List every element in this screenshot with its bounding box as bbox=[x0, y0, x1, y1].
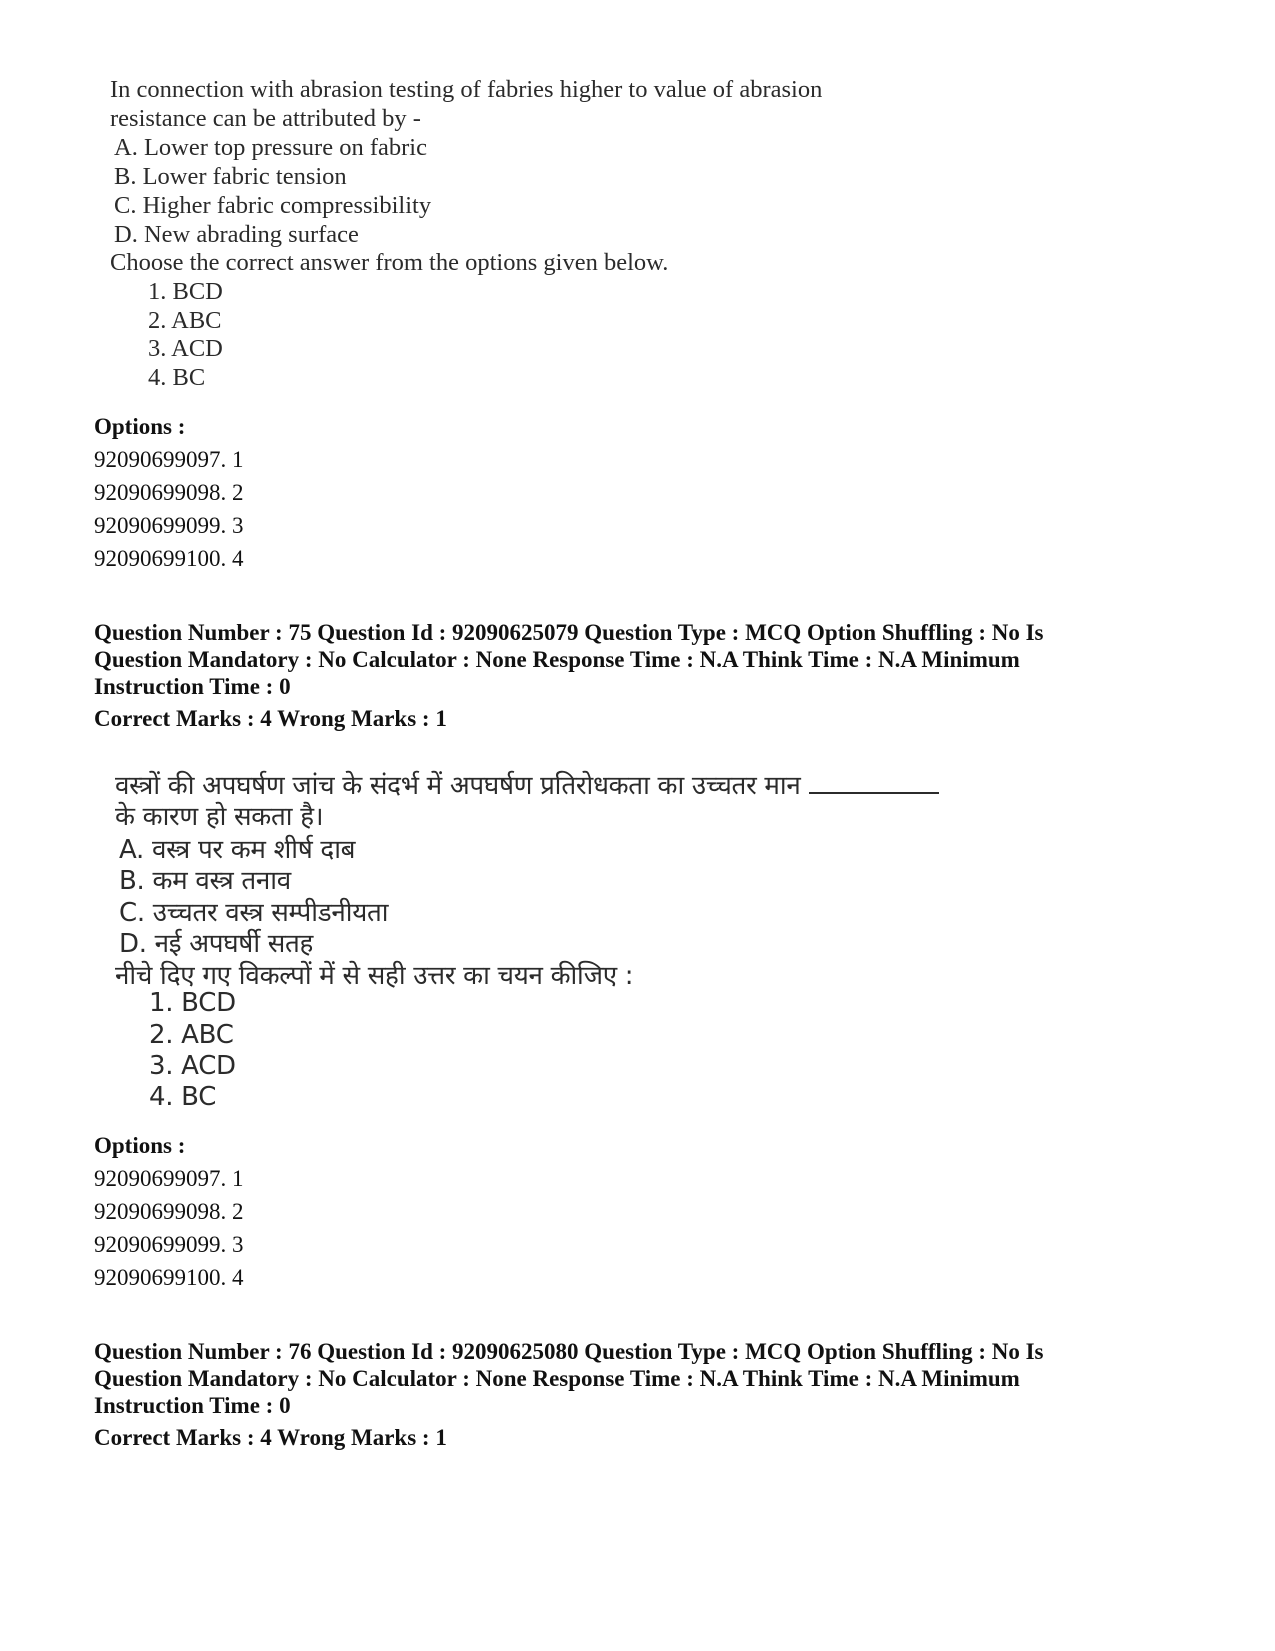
q75-item-b: B. कम वस्त्र तनाव bbox=[119, 866, 291, 896]
q75-item-c: C. उच्चतर वस्त्र सम्पीडनीयता bbox=[119, 898, 389, 928]
q74-choice-3: 3. ACD bbox=[148, 335, 223, 362]
q75-option-2: 92090699098. 2 bbox=[94, 1199, 244, 1224]
q74-choice-4: 4. BC bbox=[148, 364, 206, 391]
q74-choice-2: 2. ABC bbox=[148, 307, 222, 334]
q75-choice-2: 2. ABC bbox=[149, 1020, 234, 1050]
q76-meta-line-1: Question Number : 76 Question Id : 92090625080 Question Type : MCQ Option Shuffling : No Is bbox=[94, 1339, 1044, 1364]
question-75-image bbox=[115, 771, 1015, 1160]
q74-item-d: D. New abrading surface bbox=[114, 221, 359, 248]
q75-choice-3: 3. ACD bbox=[149, 1051, 236, 1081]
q76-meta-line-3: Instruction Time : 0 bbox=[94, 1393, 291, 1418]
answer-blank bbox=[809, 772, 939, 794]
q75-options-heading: Options : bbox=[94, 1133, 186, 1158]
q75-choice-1: 1. BCD bbox=[149, 988, 236, 1018]
q76-marks: Correct Marks : 4 Wrong Marks : 1 bbox=[94, 1425, 447, 1450]
q75-choice-4: 4. BC bbox=[149, 1082, 217, 1112]
q75-stem-line-2: के कारण हो सकता है। bbox=[115, 802, 324, 832]
q74-stem-line-2: resistance can be attributed by - bbox=[110, 105, 421, 132]
q74-instruction: Choose the correct answer from the options given below. bbox=[110, 249, 669, 276]
q75-option-4: 92090699100. 4 bbox=[94, 1265, 244, 1290]
q74-item-b: B. Lower fabric tension bbox=[114, 163, 347, 190]
q75-instruction: नीचे दिए गए विकल्पों में से सही उत्तर का चयन कीजिए : bbox=[115, 961, 634, 991]
q75-item-a: A. वस्त्र पर कम शीर्ष दाब bbox=[119, 835, 356, 865]
q75-option-1: 92090699097. 1 bbox=[94, 1166, 244, 1191]
q74-option-4: 92090699100. 4 bbox=[94, 546, 244, 571]
q75-meta-line-2: Question Mandatory : No Calculator : None Response Time : N.A Think Time : N.A Minimum bbox=[94, 647, 1020, 672]
q74-option-3: 92090699099. 3 bbox=[94, 513, 244, 538]
q74-choice-1: 1. BCD bbox=[148, 278, 223, 305]
q74-stem-line-1: In connection with abrasion testing of fabries higher to value of abrasion bbox=[110, 76, 823, 103]
q75-stem-line-1: वस्त्रों की अपघर्षण जांच के संदर्भ में अपघर्षण प्रतिरोधकता का उच्चतर मान bbox=[115, 771, 801, 801]
question-74-image bbox=[110, 76, 1010, 406]
q74-option-2: 92090699098. 2 bbox=[94, 480, 244, 505]
q74-item-a: A. Lower top pressure on fabric bbox=[114, 134, 427, 161]
q75-marks: Correct Marks : 4 Wrong Marks : 1 bbox=[94, 706, 447, 731]
q74-item-c: C. Higher fabric compressibility bbox=[114, 192, 432, 219]
q75-option-3: 92090699099. 3 bbox=[94, 1232, 244, 1257]
q76-meta-line-2: Question Mandatory : No Calculator : None Response Time : N.A Think Time : N.A Minimum bbox=[94, 1366, 1020, 1391]
q75-meta-line-3: Instruction Time : 0 bbox=[94, 674, 291, 699]
q75-meta-line-1: Question Number : 75 Question Id : 92090625079 Question Type : MCQ Option Shuffling : No Is bbox=[94, 620, 1044, 645]
q74-option-1: 92090699097. 1 bbox=[94, 447, 244, 472]
q74-options-heading: Options : bbox=[94, 414, 186, 439]
q75-item-d: D. नई अपघर्षी सतह bbox=[119, 929, 314, 959]
